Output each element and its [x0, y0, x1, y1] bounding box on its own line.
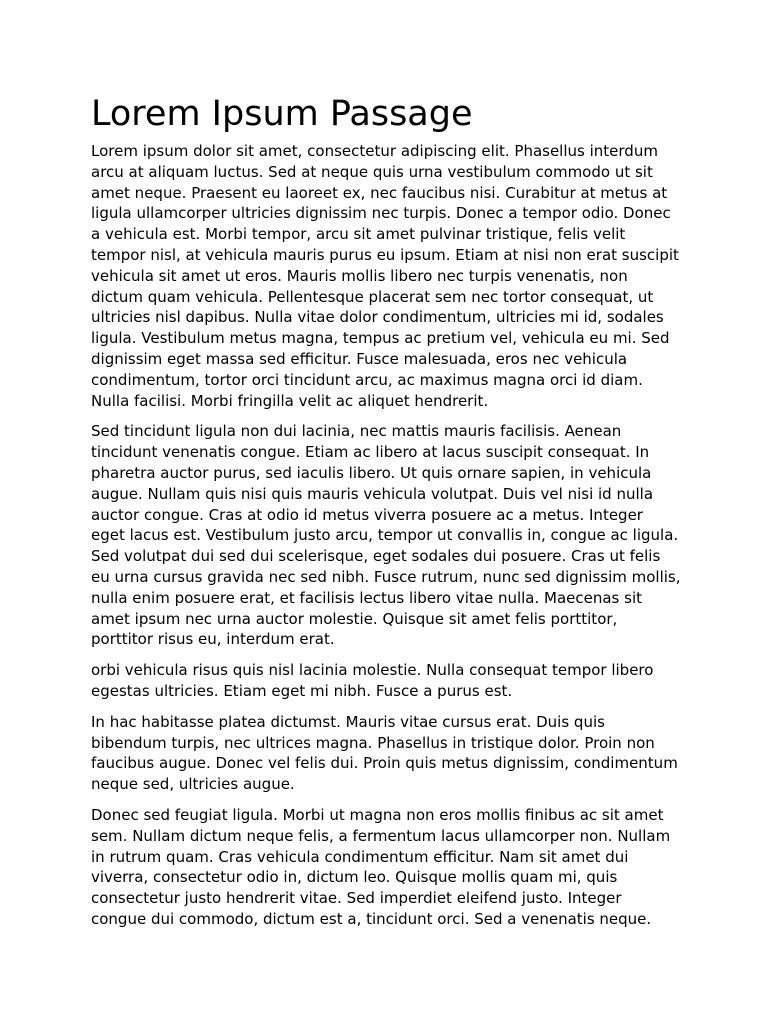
- paragraph-5: Donec sed feugiat ligula. Morbi ut magna non eros mollis finibus ac sit amet sem. Nullam dictum neque felis, a fermentum lacus ullamcorper non. Nullam in rutrum quam. Cras vehicula condimentum efficitur. Nam sit amet dui viverra, consectetur odio in, dictum leo. Quisque mollis quam mi, quis consectetur justo hendrerit vitae. Sed imperdiet eleifend justo. Integer congue dui commodo, dictum est a, tincidunt orci. Sed a venenatis neque.: [91, 805, 671, 928]
- document-page: [91, 91, 681, 940]
- paragraph-3: orbi vehicula risus quis nisl lacinia molestie. Nulla consequat tempor libero egestas ultricies. Etiam eget mi nibh. Fusce a purus est.: [91, 661, 654, 700]
- paragraph-2: Sed tincidunt ligula non dui lacinia, nec mattis mauris facilisis. Aenean tincidunt venenatis congue. Etiam ac libero at lacus suscipit consequat. In pharetra auctor purus, sed iaculis libero. Ut quis ornare sapien, in vehicula augue. Nullam quis nisi quis mauris vehicula volutpat. Duis vel nisi id nulla auctor congue. Cras at odio id metus viverra posuere ac a metus. Integer eget lacus est. Vestibulum justo arcu, tempor ut convallis in, congue ac ligula. Sed volutpat dui sed dui scelerisque, eget sodales dui posuere. Cras ut felis eu urna cursus gravida nec sed nibh. Fusce rutrum, nunc sed dignissim mollis, nulla enim posuere erat, et facilisis lectus libero vitae nulla. Maecenas sit amet ipsum nec urna auctor molestie. Quisque sit amet felis porttitor, porttitor risus eu, interdum erat.: [91, 422, 681, 649]
- paragraph-1: Lorem ipsum dolor sit amet, consectetur adipiscing elit. Phasellus interdum arcu at aliquam luctus. Sed at neque quis urna vestibulum commodo ut sit amet neque. Praesent eu laoreet ex, nec faucibus nisi. Curabitur at metus at ligula ullamcorper ultricies dignissim nec turpis. Donec a tempor odio. Donec a vehicula est. Morbi tempor, arcu sit amet pulvinar tristique, felis velit tempor nisl, at vehicula mauris purus eu ipsum. Etiam at nisi non erat suscipit vehicula sit amet ut eros. Mauris mollis libero nec turpis venenatis, non dictum quam vehicula. Pellentesque placerat sem nec tortor consequat, ut ultricies nisl dapibus. Nulla vitae dolor condimentum, ultricies mi id, sodales ligula. Vestibulum metus magna, tempus ac pretium vel, vehicula eu mi. Sed dignissim eget massa sed efficitur. Fusce malesuada, eros nec vehicula condimentum, tortor orci tincidunt arcu, ac maximus magna orci id diam. Nulla facilisi. Morbi fringilla velit ac aliquet hendrerit.: [91, 142, 679, 410]
- page-title: Lorem Ipsum Passage: [91, 94, 473, 134]
- paragraph-4: In hac habitasse platea dictumst. Mauris vitae cursus erat. Duis quis bibendum turpis, nec ultrices magna. Phasellus in tristique dolor. Proin non faucibus augue. Donec vel felis dui. Proin quis metus dignissim, condimentum neque sed, ultricies augue.: [91, 712, 678, 794]
